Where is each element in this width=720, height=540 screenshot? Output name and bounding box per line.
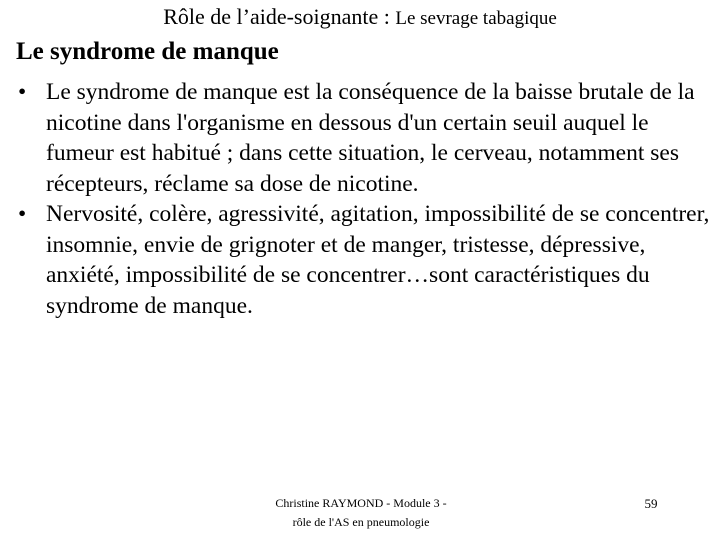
- bullet-marker: •: [18, 201, 27, 227]
- page-number: 59: [644, 496, 658, 511]
- footer-author: [236, 494, 486, 532]
- bullet-marker: •: [18, 79, 27, 105]
- slide-title-subtitle: Le sevrage tabagique: [395, 8, 557, 29]
- footer-author-line-2: rôle de l'AS en pneumologie: [292, 515, 430, 529]
- slide-title-main: Rôle de l’aide-soignante :: [163, 4, 390, 29]
- bullet-item: [16, 77, 716, 199]
- slide-title: [0, 2, 720, 34]
- bullet-text: Nervosité, colère, agressivité, agitation, impossibilité de se concentrer, insomnie, envie de grignoter et de manger, tristesse, dépressive, anxiété, impossibilité de se concentrer…sont caractéristiques du syndrome de manque.: [46, 201, 710, 319]
- bullet-text: Le syndrome de manque est la conséquence de la baisse brutale de la nicotine dans l'organisme en dessous d'un certain seuil auquel le fumeur est habitué ; dans cette situation, le cerveau, notamment ses récepteurs, réclame sa dose de nicotine.: [46, 79, 695, 197]
- bullet-list: [16, 77, 716, 321]
- bullet-item: [16, 199, 716, 321]
- footer-author-line-1: Christine RAYMOND - Module 3 -: [275, 496, 447, 510]
- section-heading: Le syndrome de manque: [16, 38, 279, 65]
